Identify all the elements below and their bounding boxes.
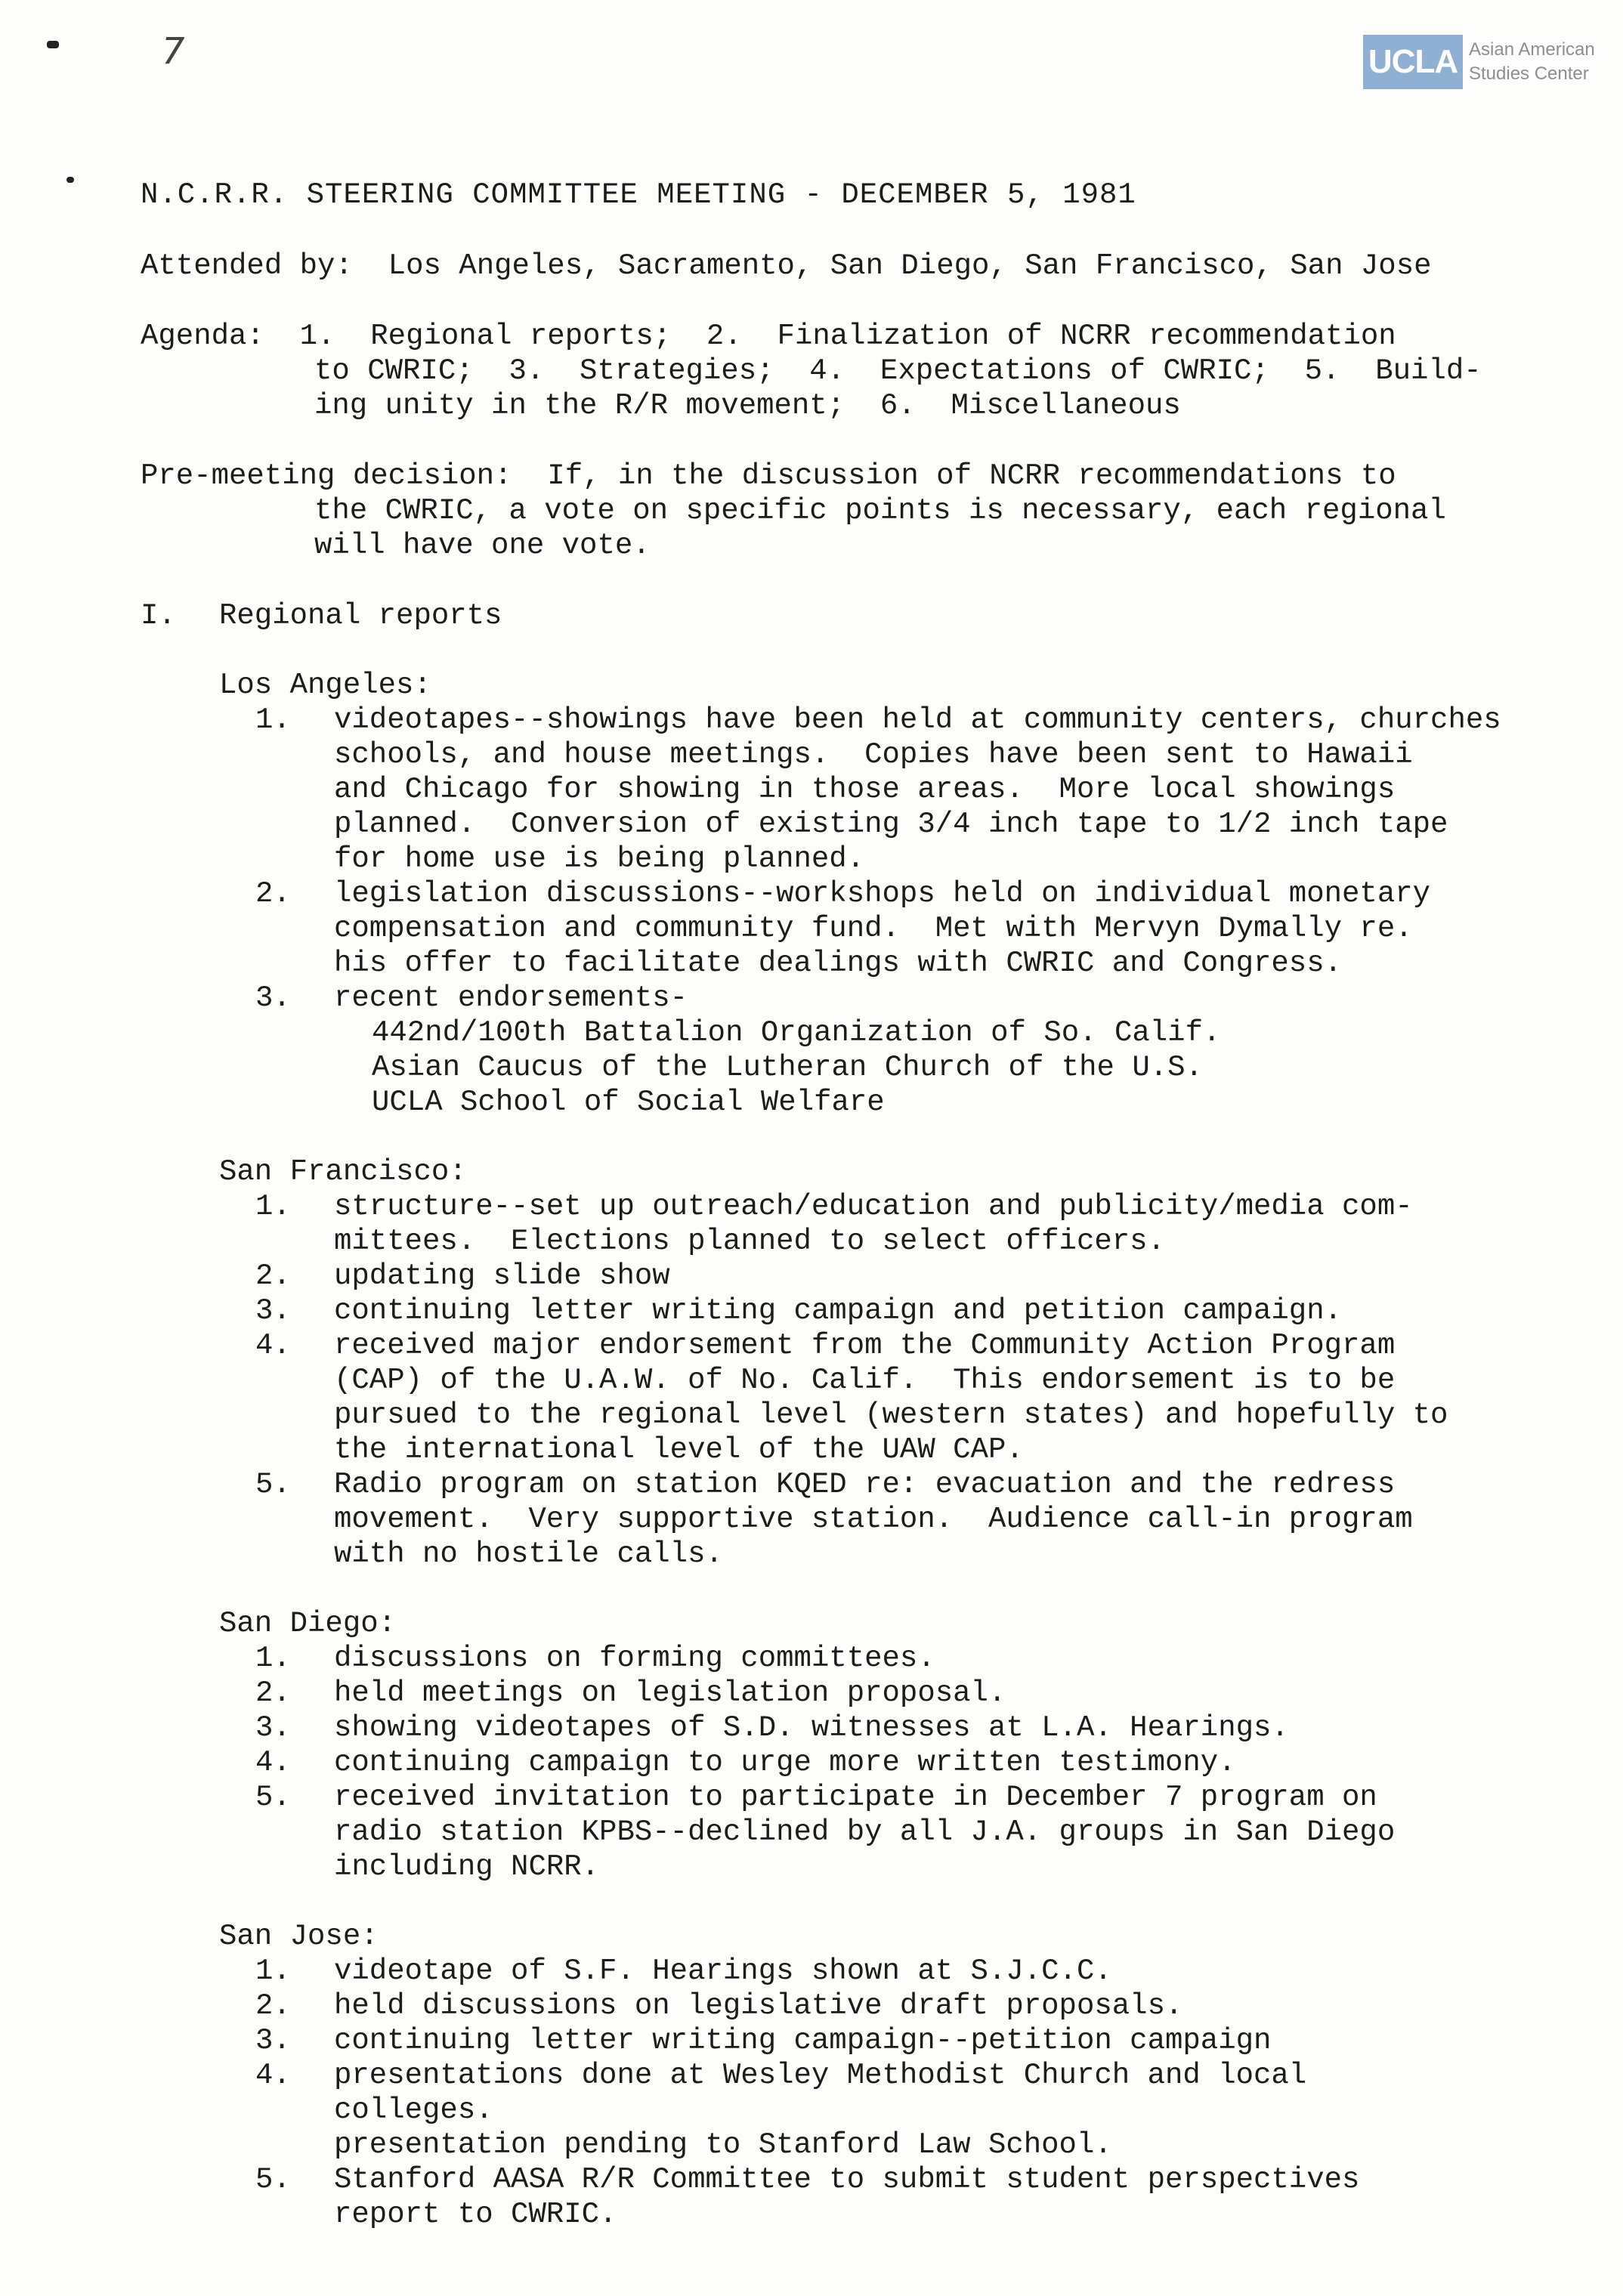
item-number: 3.: [255, 1294, 291, 1327]
item-text-line: Radio program on station KQED re: evacuation and the redress: [334, 1468, 1396, 1501]
list-item: [255, 1676, 1599, 1710]
list-item: [255, 1780, 1599, 1884]
region-report: [141, 1606, 1599, 1884]
logo-line-1: Asian American: [1469, 39, 1595, 60]
list-item: [255, 1710, 1599, 1745]
item-text-line: received invitation to participate in December 7 program on: [334, 1781, 1377, 1814]
item-text-line: and Chicago for showing in those areas. More local showings: [334, 773, 1396, 806]
region-name: San Jose:: [219, 1920, 379, 1953]
item-number: 2.: [255, 1676, 291, 1710]
region-name: San Francisco:: [219, 1155, 467, 1188]
ink-speck: [66, 177, 74, 183]
attended-text: Los Angeles, Sacramento, San Diego, San Francisco, San Jose: [388, 249, 1432, 283]
item-number: 5.: [255, 1468, 291, 1501]
item-number: 3.: [255, 2024, 291, 2057]
item-text-line: mittees. Elections planned to select officers.: [334, 1225, 1165, 1258]
item-text-line: presentations done at Wesley Methodist Church and local: [334, 2059, 1307, 2092]
item-text-line: received major endorsement from the Community Action Program: [334, 1329, 1396, 1362]
section-title: Regional reports: [219, 599, 502, 632]
item-text-line: pursued to the regional level (western states) and hopefully to: [334, 1398, 1448, 1432]
item-text-line: compensation and community fund. Met with Mervyn Dymally re.: [334, 912, 1413, 945]
list-item: [255, 2058, 1599, 2162]
list-item: [255, 1467, 1599, 1571]
region-report: [141, 1154, 1599, 1571]
list-item: [255, 1259, 1599, 1293]
section-heading: [141, 598, 1599, 633]
endorsement-line: Asian Caucus of the Lutheran Church of the U.S.: [372, 1051, 1203, 1084]
item-text-line: report to CWRIC.: [334, 2198, 617, 2231]
item-text-line: videotapes--showings have been held at community centers, churches: [334, 703, 1501, 737]
list-item: [255, 2023, 1599, 2058]
item-number: 2.: [255, 1259, 291, 1293]
item-number: 3.: [255, 1711, 291, 1744]
logo-center-name: [1469, 35, 1595, 89]
list-item: [255, 1293, 1599, 1328]
item-number: 4.: [255, 1746, 291, 1779]
ucla-aasc-logo: [1363, 35, 1595, 89]
item-number: 4.: [255, 2059, 291, 2092]
ucla-logo-mark: UCLA: [1363, 35, 1463, 89]
endorsement-line: 442nd/100th Battalion Organization of So. Calif.: [372, 1016, 1221, 1049]
item-text-line: videotape of S.F. Hearings shown at S.J.C.C.: [334, 1955, 1112, 1988]
item-text-line: legislation discussions--workshops held on individual monetary: [334, 877, 1431, 910]
item-number: 4.: [255, 1329, 291, 1362]
agenda-line: 1. Regional reports; 2. Finalization of NCRR recommendation: [299, 320, 1396, 353]
item-number: 2.: [255, 1989, 291, 2023]
agenda-label: Agenda:: [141, 320, 264, 353]
item-text-line: recent endorsements-: [334, 981, 688, 1015]
ink-speck: [47, 41, 59, 48]
list-item: [255, 981, 1599, 1120]
list-item: [255, 703, 1599, 876]
item-text-line: with no hostile calls.: [334, 1537, 723, 1571]
item-text-line: the international level of the UAW CAP.: [334, 1433, 1024, 1466]
region-name: Los Angeles:: [219, 669, 431, 702]
item-number: 1.: [255, 1955, 291, 1988]
item-text-line: colleges.: [334, 2094, 493, 2127]
list-item: [255, 876, 1599, 981]
list-item: [255, 1189, 1599, 1259]
list-item: [255, 1328, 1599, 1467]
agenda-line: ing unity in the R/R movement; 6. Miscellaneous: [314, 389, 1181, 422]
region-name: San Diego:: [219, 1607, 397, 1640]
item-text-line: radio station KPBS--declined by all J.A. groups in San Diego: [334, 1815, 1396, 1849]
item-number: 5.: [255, 2163, 291, 2196]
premeeting-decision: [141, 459, 1599, 563]
item-number: 3.: [255, 981, 291, 1015]
section-number: I.: [141, 599, 176, 632]
item-number: 1.: [255, 703, 291, 737]
item-text-line: continuing letter writing campaign--petition campaign: [334, 2024, 1272, 2057]
memo-title: N.C.R.R. STEERING COMMITTEE MEETING - DECEMBER 5, 1981: [141, 178, 1136, 212]
logo-line-2: Studies Center: [1469, 63, 1589, 84]
item-text-line: continuing campaign to urge more written testimony.: [334, 1746, 1236, 1779]
item-text-line: discussions on forming committees.: [334, 1642, 935, 1675]
item-number: 1.: [255, 1190, 291, 1223]
attended-line: [141, 249, 1599, 283]
item-text-line: including NCRR.: [334, 1850, 600, 1883]
item-text-line: Stanford AASA R/R Committee to submit student perspectives: [334, 2163, 1360, 2196]
attended-label: Attended by:: [141, 249, 353, 283]
item-text-line: continuing letter writing campaign and petition campaign.: [334, 1294, 1343, 1327]
item-text-line: his offer to facilitate dealings with CWRIC and Congress.: [334, 947, 1343, 980]
premeeting-line: will have one vote.: [314, 529, 651, 562]
item-number: 5.: [255, 1781, 291, 1814]
handwritten-page-mark: 7: [162, 30, 185, 73]
endorsement-line: UCLA School of Social Welfare: [372, 1086, 885, 1119]
item-text-line: held meetings on legislation proposal.: [334, 1676, 1006, 1710]
premeeting-line: If, in the discussion of NCRR recommendations to: [547, 459, 1396, 493]
item-text-line: movement. Very supportive station. Audience call-in program: [334, 1503, 1413, 1536]
agenda-line: to CWRIC; 3. Strategies; 4. Expectations of CWRIC; 5. Build-: [314, 354, 1482, 388]
region-report: [141, 1919, 1599, 2232]
list-item: [255, 1954, 1599, 1989]
agenda: [141, 319, 1599, 423]
list-item: [255, 2162, 1599, 2232]
item-text-line: updating slide show: [334, 1259, 670, 1293]
item-text-line: presentation pending to Stanford Law School.: [334, 2128, 1112, 2162]
item-number: 1.: [255, 1642, 291, 1675]
item-text-line: (CAP) of the U.A.W. of No. Calif. This endorsement is to be: [334, 1364, 1396, 1397]
item-text-line: for home use is being planned.: [334, 842, 865, 876]
premeeting-label: Pre-meeting decision:: [141, 459, 512, 493]
item-text-line: held discussions on legislative draft proposals.: [334, 1989, 1183, 2023]
item-text-line: planned. Conversion of existing 3/4 inch tape to 1/2 inch tape: [334, 808, 1448, 841]
item-text-line: showing videotapes of S.D. witnesses at L.A. Hearings.: [334, 1711, 1289, 1744]
list-item: [255, 1641, 1599, 1676]
list-item: [255, 1745, 1599, 1780]
region-report: [141, 668, 1599, 1120]
premeeting-line: the CWRIC, a vote on specific points is necessary, each regional: [314, 494, 1446, 527]
regional-reports: [141, 668, 1599, 2232]
item-text-line: structure--set up outreach/education and publicity/media com-: [334, 1190, 1413, 1223]
item-number: 2.: [255, 877, 291, 910]
item-text-line: schools, and house meetings. Copies have been sent to Hawaii: [334, 738, 1413, 771]
list-item: [255, 1989, 1599, 2023]
memo-body: [141, 178, 1599, 2267]
